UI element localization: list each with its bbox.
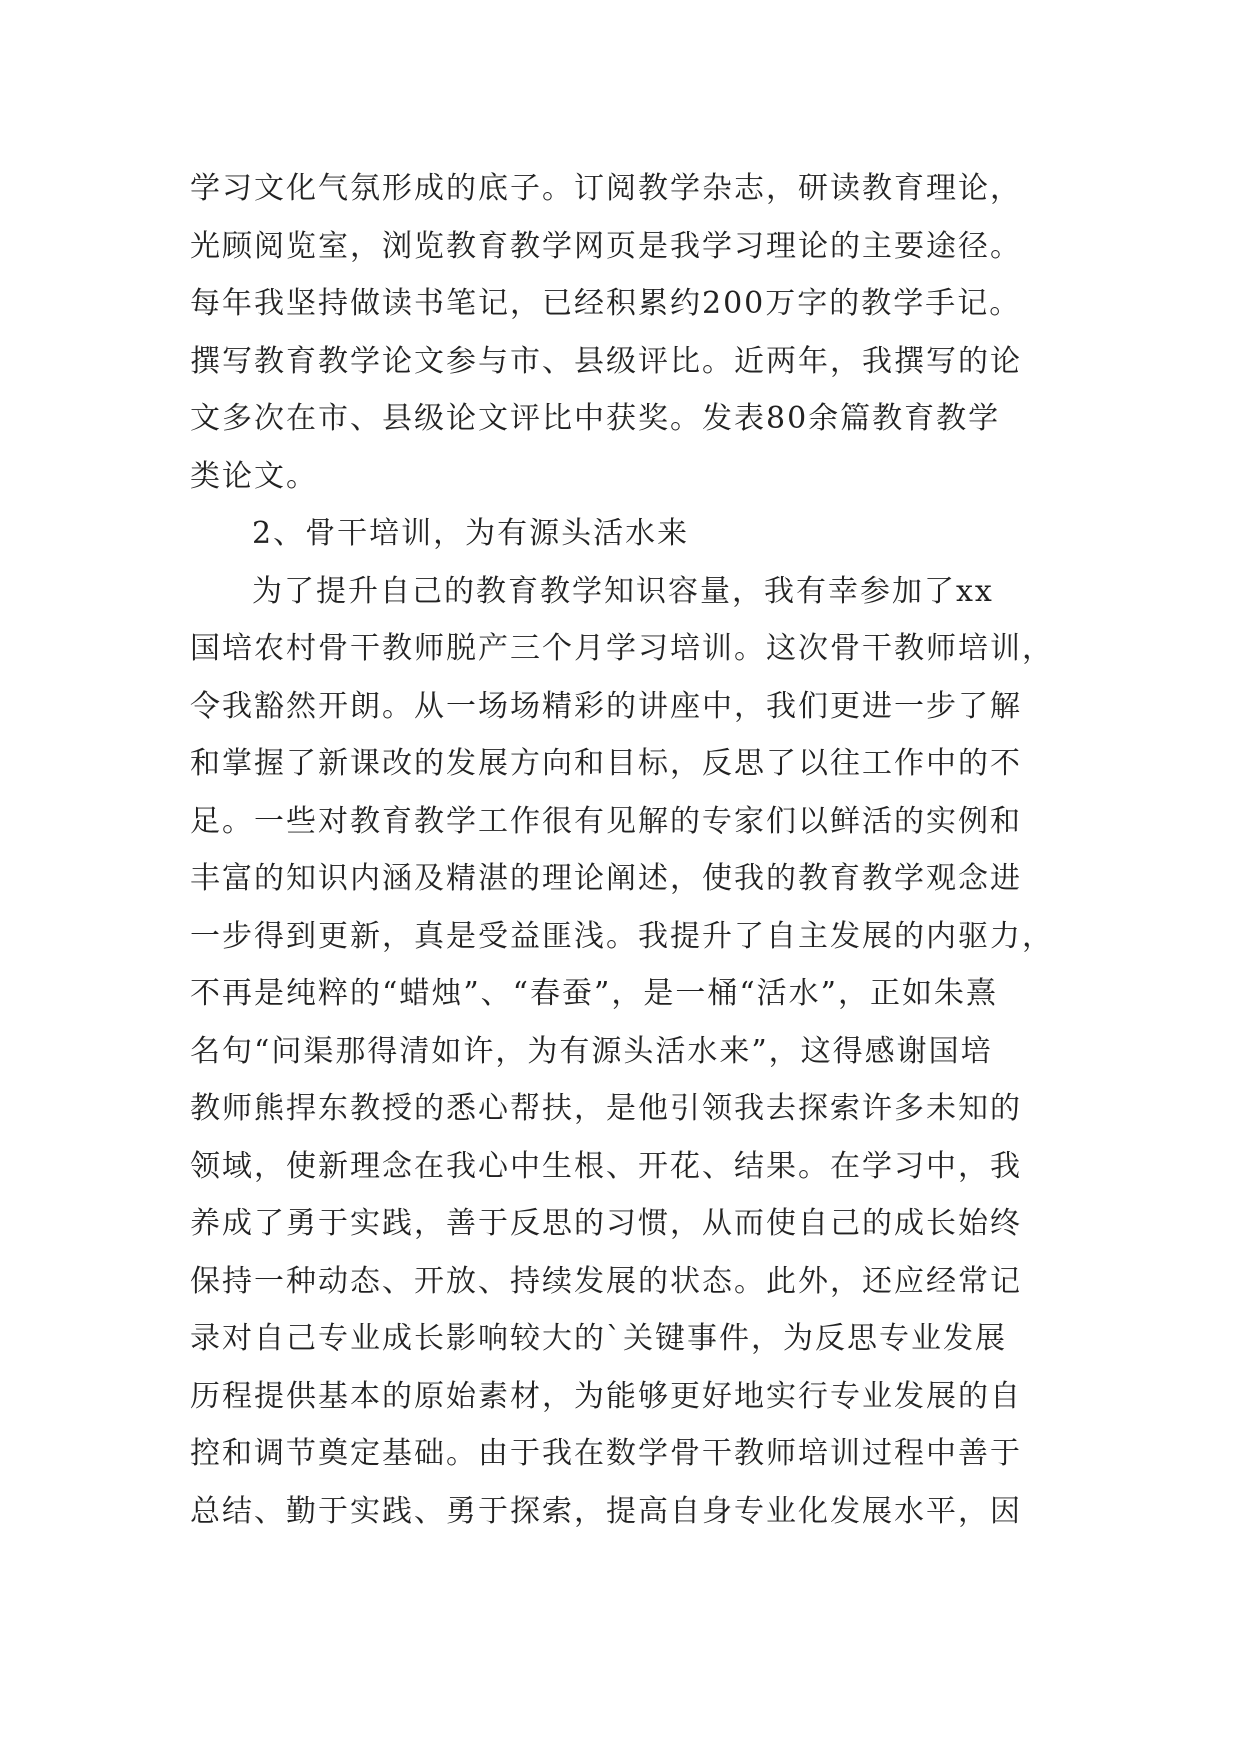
- body-text: [190, 160, 1070, 1540]
- text-line: 控和调节奠定基础。由于我在数学骨干教师培训过程中善于: [190, 1436, 1022, 1471]
- text-line: 国培农村骨干教师脱产三个月学习培训。这次骨干教师培训，: [190, 631, 1054, 666]
- text-line: 领域，使新理念在我心中生根、开花、结果。在学习中，我: [190, 1148, 1022, 1184]
- text-line: 总结、勤于实践、勇于探索，提高自身专业化发展水平，因: [190, 1493, 1022, 1529]
- text-line: 文多次在市、县级论文评比中获奖。发表80余篇教育教学: [190, 401, 1001, 436]
- text-line: 足。一些对教育教学工作很有见解的专家们以鲜活的实例和: [190, 803, 1022, 839]
- text-line: 令我豁然开朗。从一场场精彩的讲座中，我们更进一步了解: [190, 688, 1022, 724]
- text-line: 类论文。: [190, 458, 318, 494]
- text-line: 录对自己专业成长影响较大的`关键事件，为反思专业发展: [190, 1321, 1007, 1356]
- text-line: 保持一种动态、开放、持续发展的状态。此外，还应经常记: [190, 1263, 1022, 1299]
- text-line: 和掌握了新课改的发展方向和目标，反思了以往工作中的不: [190, 746, 1022, 781]
- text-line: 2、骨干培训，为有源头活水来: [252, 516, 690, 551]
- text-line: 撰写教育教学论文参与市、县级评比。近两年，我撰写的论: [190, 343, 1022, 379]
- text-line: 每年我坚持做读书笔记，已经积累约200万字的教学手记。: [190, 286, 1022, 321]
- text-line: 养成了勇于实践，善于反思的习惯，从而使自己的成长始终: [190, 1206, 1022, 1241]
- text-line: 教师熊捍东教授的悉心帮扶，是他引领我去探索许多未知的: [190, 1091, 1022, 1126]
- text-line: 名句“问渠那得清如许，为有源头活水来”，这得感谢国培: [190, 1033, 993, 1069]
- text-line: 一步得到更新，真是受益匪浅。我提升了自主发展的内驱力，: [190, 918, 1054, 954]
- text-line: 丰富的知识内涵及精湛的理论阐述，使我的教育教学观念进: [190, 861, 1022, 896]
- text-line: 学习文化气氛形成的底子。订阅教学杂志，研读教育理论，: [190, 171, 1022, 206]
- text-line: 光顾阅览室，浏览教育教学网页是我学习理论的主要途径。: [190, 228, 1022, 264]
- text-line: 不再是纯粹的“蜡烛”、“春蚕”，是一桶“活水”，正如朱熹: [190, 976, 999, 1011]
- text-line: 为了提升自己的教育教学知识容量，我有幸参加了xx: [252, 573, 994, 609]
- text-line: 历程提供基本的原始素材，为能够更好地实行专业发展的自: [190, 1378, 1022, 1414]
